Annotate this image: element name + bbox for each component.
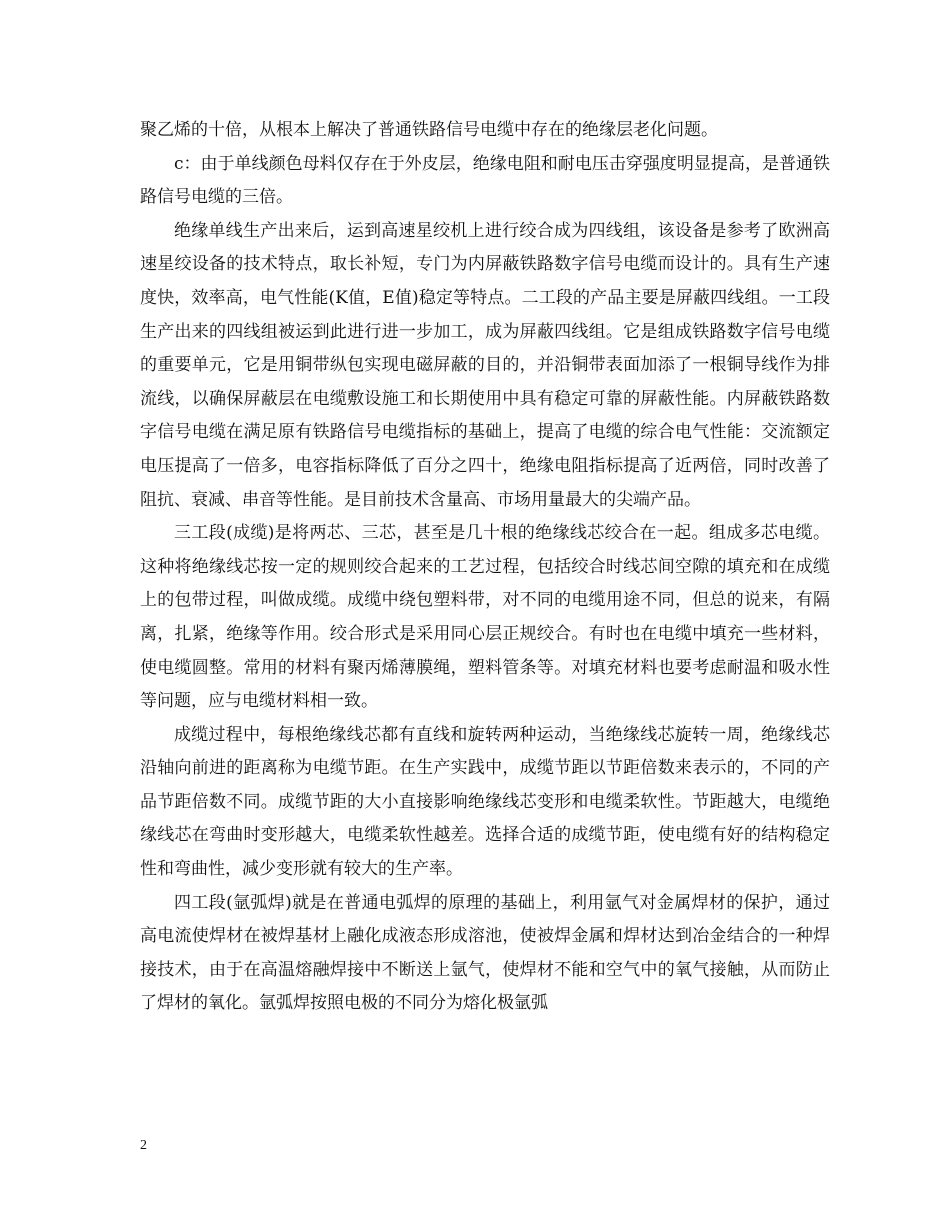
paragraph: 四工段(氩弧焊)就是在普通电弧焊的原理的基础上，利用氩气对金属焊材的保护，通过高电流使焊材在被焊基材上融化成液态形成溶池，使被焊金属和焊材达到冶金结合的一种焊接技术，由于在高温熔融焊接中不断送上氩气，使焊材不能和空气中的氧气接触，从而防止了焊材的氧化。氩弧焊按照电极的不同分为熔化极氩弧 — [140, 892, 830, 1014]
page-number: 2 — [140, 1138, 147, 1153]
paragraph-continuation: 聚乙烯的十倍，从根本上解决了普通铁路信号电缆中存在的绝缘层老化问题。 — [140, 120, 718, 140]
paragraph: 绝缘单线生产出来后，运到高速星绞机上进行绞合成为四线组，该设备是参考了欧洲高速星绞设备的技术特点，取长补短，专门为内屏蔽铁路数字信号电缆而设计的。具有生产速度快，效率高，电气性能(K值，E值)稳定等特点。二工段的产品主要是屏蔽四线组。一工段生产出来的四线组被运到此进行进一步加工，成为屏蔽四线组。它是组成铁路数字信号电缆的重要单元，它是用铜带纵包实现电磁屏蔽的目的，并沿铜带表面加添了一根铜导线作为排流线，以确保屏蔽层在电缆敷设施工和长期使用中具有稳定可靠的屏蔽性能。内屏蔽铁路数字信号电缆在满足原有铁路信号电缆指标的基础上，提高了电缆的综合电气性能：交流额定电压提高了一倍多，电容指标降低了百分之四十，绝缘电阻指标提高了近两倍，同时改善了阻抗、衰减、串音等性能。是目前技术含量高、市场用量最大的尖端产品。 — [140, 220, 830, 510]
body-text — [140, 114, 830, 1021]
paragraph: 成缆过程中，每根绝缘线芯都有直线和旋转两种运动，当绝缘线芯旋转一周，绝缘线芯沿轴向前进的距离称为电缆节距。在生产实践中，成缆节距以节距倍数来表示的，不同的产品节距倍数不同。成缆节距的大小直接影响绝缘线芯变形和电缆柔软性。节距越大，电缆绝缘线芯在弯曲时变形越大，电缆柔软性越差。选择合适的成缆节距，使电缆有好的结构稳定性和弯曲性，减少变形就有较大的生产率。 — [140, 724, 830, 880]
paragraph: c：由于单线颜色母料仅存在于外皮层，绝缘电阻和耐电压击穿强度明显提高，是普通铁路信号电缆的三倍。 — [140, 153, 830, 208]
paragraph: 三工段(成缆)是将两芯、三芯，甚至是几十根的绝缘线芯绞合在一起。组成多芯电缆。这种将绝缘线芯按一定的规则绞合起来的工艺过程，包括绞合时线芯间空隙的填充和在成缆上的包带过程，叫做成缆。成缆中绕包塑料带，对不同的电缆用途不同，但总的说来，有隔离，扎紧，绝缘等作用。绞合形式是采用同心层正规绞合。有时也在电缆中填充一些材料，使电缆圆整。常用的材料有聚丙烯薄膜绳，塑料管条等。对填充材料也要考虑耐温和吸水性等问题，应与电缆材料相一致。 — [140, 523, 830, 712]
